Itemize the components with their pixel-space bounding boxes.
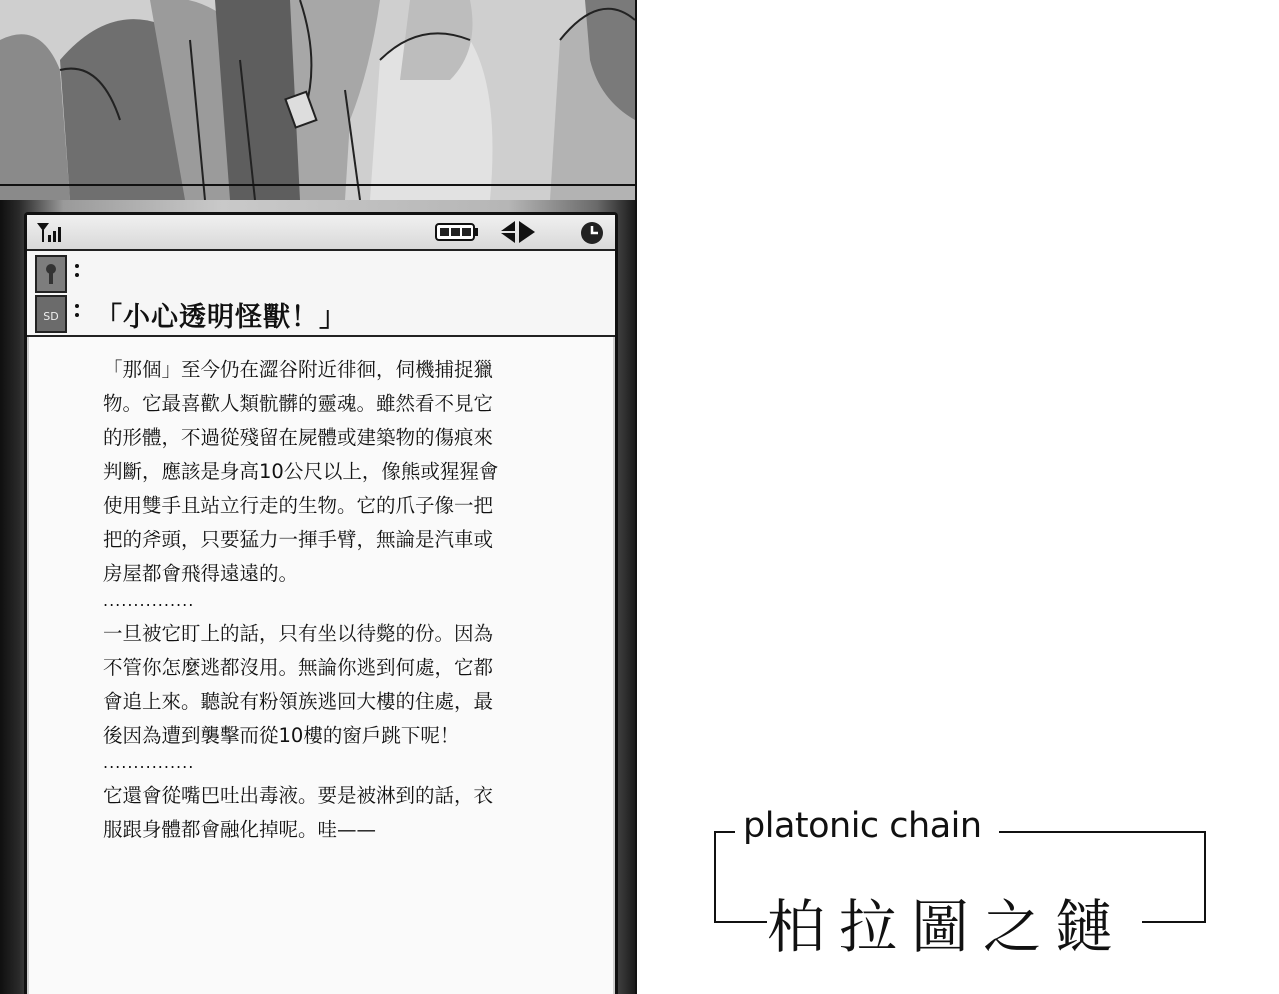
sender-icon: [35, 255, 67, 293]
title-english: platonic chain: [743, 806, 982, 846]
message-paragraph: 「那個」至今仍在澀谷附近徘徊，伺機捕捉獵 物。它最喜歡人類骯髒的靈魂。雖然看不見它 的形體，不過從殘留在屍體或建築物的傷痕來 判斷，應該是身高10公尺以上，像熊或猩猩會 使用雙手且站立行走的生物。它的爪子像一把 把的斧頭，只要猛力一揮手臂，無論是汽車或 房屋都會飛得遠遠的。: [103, 358, 499, 585]
message-paragraph: 它還會從嘴巴吐出毒液。要是被淋到的話，衣 服跟身體都會融化掉呢。哇——: [103, 784, 494, 841]
separator-dots: ...............: [103, 591, 195, 610]
subject-icon: SD: [35, 295, 67, 333]
title-chinese: 柏拉圖之鏈: [767, 893, 1128, 961]
manga-illustration: [0, 0, 635, 203]
message-paragraph: 一旦被它盯上的話，只有坐以待斃的份。因為 不管你怎麼逃都沒用。無論你逃到何處，它都 會追上來。聽說有粉領族逃回大樓的住處，最 後因為遭到襲擊而從10樓的窗戶跳下呢！: [103, 622, 494, 747]
phone-screen: [24, 212, 618, 994]
message-title: 「小心透明怪獸！」: [95, 302, 347, 333]
signal-icon: [35, 221, 65, 247]
manga-page-left: [0, 0, 637, 994]
phone-status-bar: [27, 215, 615, 251]
separator-dots: ...............: [103, 753, 195, 772]
colon-mark: [75, 259, 81, 282]
title-page-right: [637, 0, 1279, 994]
message-body: [103, 353, 543, 847]
message-header: [27, 251, 615, 337]
colon-mark: [75, 299, 81, 322]
scroll-arrows-icon: [497, 219, 537, 249]
clock-icon: [579, 220, 605, 250]
battery-icon: [435, 222, 479, 246]
